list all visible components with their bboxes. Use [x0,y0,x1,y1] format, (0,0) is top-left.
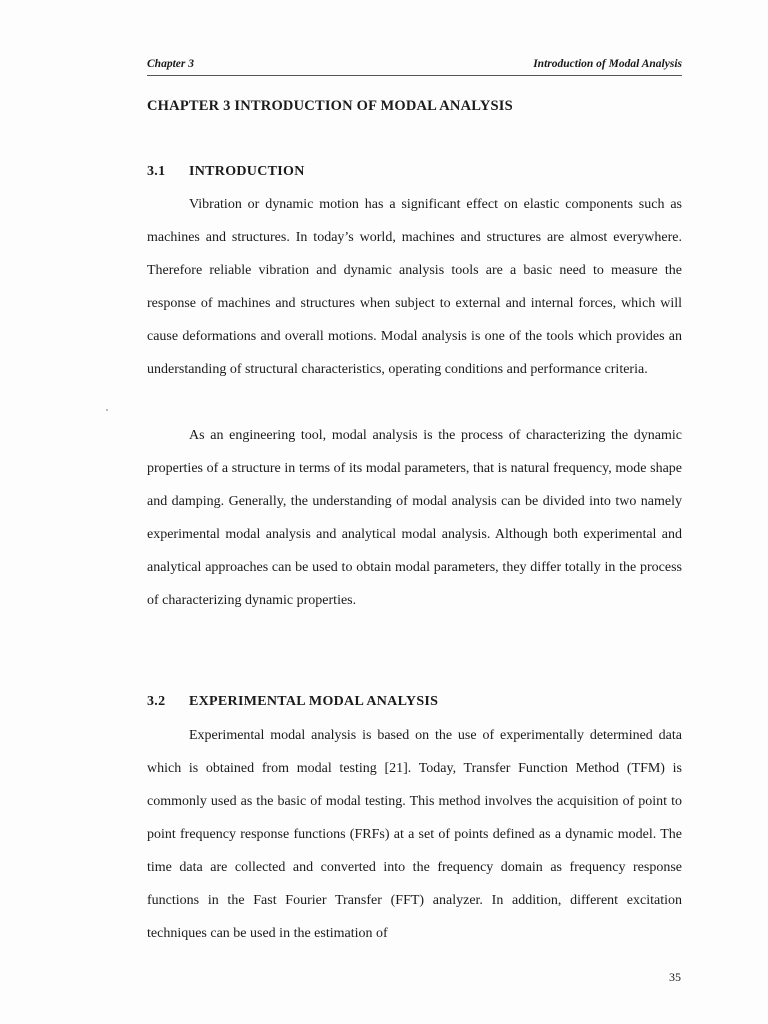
section-heading-experimental-modal-analysis [147,694,438,710]
running-header [147,57,682,76]
paragraph: Experimental modal analysis is based on the use of experimentally determined data which is obtained from modal testing [21]. Today, Transfer Function Method (TFM) is commonly used as the basic of modal testing. This method involves the acquisition of point to point frequency response functions (FRFs) at a set of points defined as a dynamic model. The time data are collected and converted into the frequency domain as frequency response functions in the Fast Fourier Transfer (FFT) analyzer. In addition, different excitation techniques can be used in the estimation of [147,728,682,941]
paragraph: Vibration or dynamic motion has a significant effect on elastic components such as machines and structures. In today’s world, machines and structures are almost everywhere. Therefore reliable vibration and dynamic analysis tools are a basic need to measure the response of machines and structures when subject to external and internal forces, which will cause deformations and overall motions. Modal analysis is one of the tools which provides an understanding of structural characteristics, operating conditions and performance criteria. [147,197,682,377]
section-number: 3.1 [147,164,166,179]
paragraph: As an engineering tool, modal analysis is the process of characterizing the dynamic properties of a structure in terms of its modal parameters, that is natural frequency, mode shape and damping. Generally, the understanding of modal analysis can be divided into two namely experimental modal analysis and analytical modal analysis. Although both experimental and analytical approaches can be used to obtain modal parameters, they differ totally in the process of characterizing dynamic properties. [147,428,682,608]
header-chapter-title: Introduction of Modal Analysis [533,58,682,70]
section-title: EXPERIMENTAL MODAL ANALYSIS [189,694,439,709]
page-number: 35 [669,970,681,984]
section-number: 3.2 [147,694,166,709]
section-title: INTRODUCTION [189,164,305,179]
header-chapter-label: Chapter 3 [147,58,194,70]
chapter-title: CHAPTER 3 INTRODUCTION OF MODAL ANALYSIS [147,98,513,114]
scan-speck [106,409,108,411]
section-heading-introduction [147,164,305,180]
